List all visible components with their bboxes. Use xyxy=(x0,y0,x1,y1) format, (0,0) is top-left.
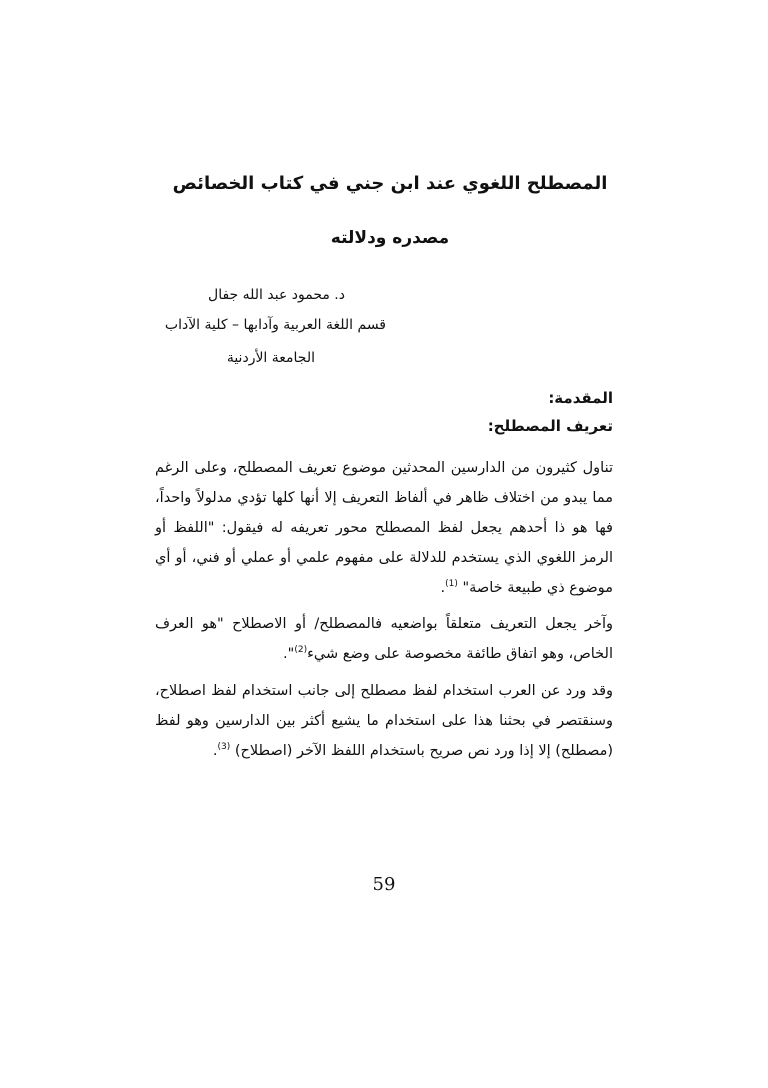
paragraph-3-end: . xyxy=(212,743,218,759)
paragraph-3-text: وقد ورد عن العرب استخدام لفظ مصطلح إلى جانب استخدام لفظ اصطلاح، وسنقتصر في بحثنا هذا على استخدام ما يشيع أكثر بين الدارسين وهو لفظ (مصطلح) إلا إذا ورد نص صريح باستخدام اللفظ الآخر (اصطلاح) xyxy=(155,683,613,759)
footnote-ref-2: (2) xyxy=(294,645,308,656)
page-number: 59 xyxy=(372,874,396,895)
paragraph-2 xyxy=(155,609,613,669)
footnote-ref-3: (3) xyxy=(217,742,231,753)
paragraph-3 xyxy=(155,676,613,766)
section-heading-term-definition: تعريف المصطلح: xyxy=(487,417,613,435)
paragraph-1-end: . xyxy=(440,580,446,596)
page-subtitle: مصدره ودلالته xyxy=(330,228,450,248)
paragraph-1 xyxy=(155,453,613,603)
paragraph-2-end: ". xyxy=(283,646,295,662)
footnote-ref-1: (1) xyxy=(445,579,458,590)
author-university: الجامعة الأردنية xyxy=(226,350,315,366)
author-department: قسم اللغة العربية وآدابها – كلية الآداب xyxy=(164,317,386,333)
author-name: د. محمود عبد الله جفال xyxy=(208,287,345,303)
section-heading-introduction: المقدمة: xyxy=(548,389,613,407)
paragraph-1-text: تناول كثيرون من الدارسين المحدثين موضوع تعريف المصطلح، وعلى الرغم مما يبدو من اختلاف ظاهر في ألفاظ التعريف إلا أنها كلها تؤدي مدلولاً واحداً، فها هو ذا أحدهم يجعل لفظ المصطلح محور تعريفه له فيقول: "اللفظ أو الرمز اللغوي الذي يستخدم للدلالة على مفهوم علمي أو عملي أو فني، أو أي موضوع ذي طبيعة خاصة" xyxy=(155,460,613,596)
paragraph-2-text: وآخر يجعل التعريف متعلقاً بواضعيه فالمصطلح/ أو الاصطلاح "هو العرف الخاص، وهو اتفاق طائفة مخصوصة على وضع شيء xyxy=(155,616,613,662)
page-title: المصطلح اللغوي عند ابن جني في كتاب الخصائص xyxy=(172,173,608,194)
